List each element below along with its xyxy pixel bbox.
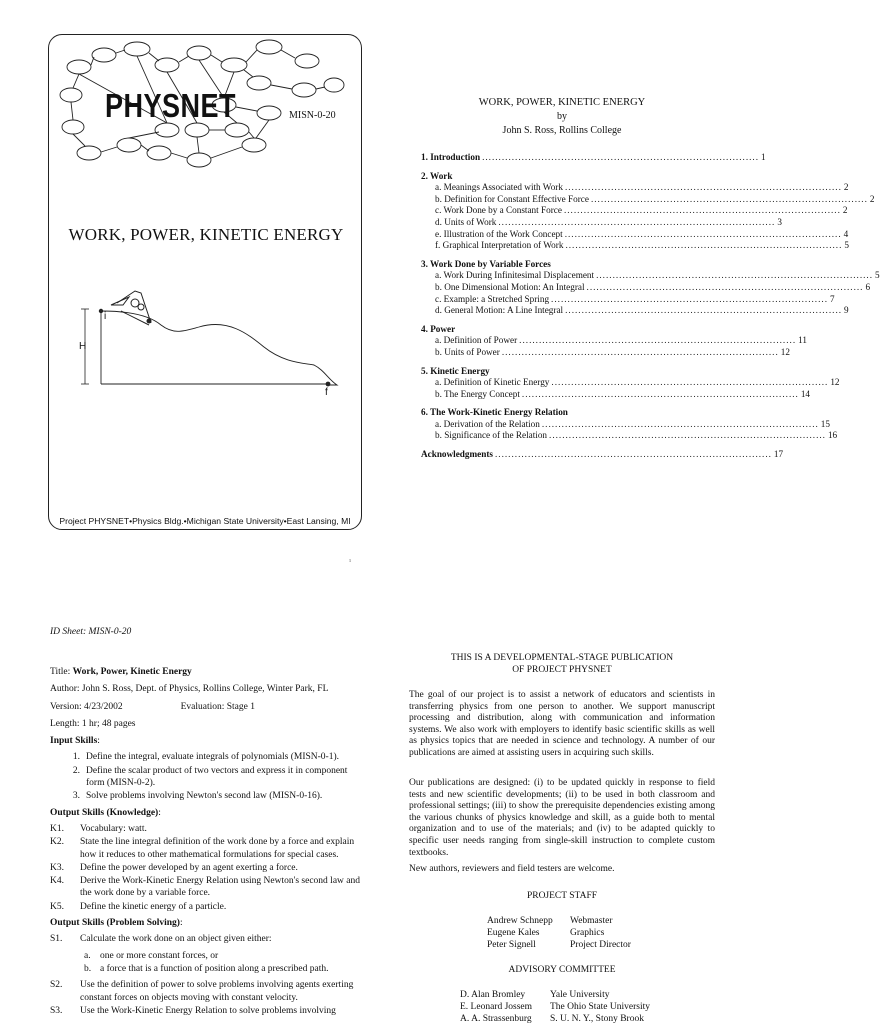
list-number: 1. bbox=[72, 752, 80, 763]
list-number: a. bbox=[84, 950, 91, 961]
toc-label: b. Definition for Constant Effective Force bbox=[435, 193, 589, 204]
person-name: Eugene Kales bbox=[487, 928, 540, 938]
person-role: S. U. N. Y., Stony Brook bbox=[550, 1014, 644, 1024]
list-item bbox=[50, 901, 360, 913]
toc-label: a. Meanings Associated with Work bbox=[435, 182, 563, 193]
toc-leader: .................................................................................... bbox=[541, 418, 819, 429]
id-evaluation: Evaluation: Stage 1 bbox=[180, 701, 255, 712]
input-skills-list bbox=[50, 751, 360, 802]
toc-page: 15 bbox=[820, 418, 830, 429]
hill-curve bbox=[101, 311, 337, 385]
list-text: Define the scalar product of two vectors and express it in component form (MISN-0-2). bbox=[86, 765, 348, 789]
person-name: A. A. Strassenburg bbox=[460, 1014, 532, 1024]
toc-entry-acknowledgments[interactable]: Acknowledgments .................................................................................... 17 bbox=[421, 449, 784, 460]
toc-page: 3 bbox=[777, 216, 782, 227]
toc-page: 12 bbox=[780, 346, 790, 357]
person-name: Peter Signell bbox=[487, 940, 536, 950]
toc-section bbox=[421, 258, 880, 317]
cover-card bbox=[48, 34, 362, 530]
toc-section bbox=[421, 152, 766, 164]
toc-page: 6 bbox=[865, 281, 871, 292]
toc-label: f. Graphical Interpretation of Work bbox=[435, 240, 564, 251]
label-i: i bbox=[104, 311, 107, 322]
goal-paragraph: The goal of our project is to assist a network of educators and scientists in transferring physics from one person to another. We support manuscript processing and distribution, along with communication and information systems. We also work with employers to identify basic scientific skills as well as physics topics that are needed in science and technology. A number of our publications are aimed at assisting users in acquiring such skills. bbox=[409, 690, 715, 758]
list-text: Define the kinetic energy of a particle. bbox=[80, 901, 227, 912]
toc-entry[interactable] bbox=[421, 182, 849, 194]
toc-section-heading[interactable]: 5. Kinetic Energy bbox=[421, 365, 490, 376]
list-text: Vocabulary: watt. bbox=[80, 823, 147, 834]
cover-footer: Project PHYSNET•Physics Bldg.•Michigan State University•East Lansing, MI bbox=[59, 516, 351, 526]
problem-skill-list bbox=[50, 933, 360, 945]
physnet-logo: PHYSNET bbox=[105, 87, 237, 125]
staff-row bbox=[487, 939, 631, 951]
toc-label: e. Illustration of the Work Concept bbox=[435, 228, 563, 239]
toc-entry[interactable] bbox=[421, 388, 811, 401]
table-of-contents bbox=[421, 152, 880, 461]
toc-entry[interactable] bbox=[421, 281, 871, 294]
toc-label: a. Derivation of the Relation bbox=[435, 418, 540, 429]
toc-label: c. Work Done by a Constant Force bbox=[435, 205, 562, 216]
id-title-label: Title: bbox=[50, 667, 71, 677]
toc-section bbox=[421, 323, 807, 359]
output-knowledge-list bbox=[50, 823, 360, 913]
toc-section-heading[interactable]: 2. Work bbox=[421, 170, 453, 181]
toc-leader: .................................................................................... bbox=[498, 216, 776, 227]
doc-by: by bbox=[557, 111, 567, 122]
id-length: Length: 1 hr; 48 pages bbox=[50, 718, 136, 729]
id-title-value: Work, Power, Kinetic Energy bbox=[72, 667, 192, 677]
dev-heading bbox=[410, 652, 714, 676]
toc-page: 2 bbox=[842, 205, 848, 216]
toc-leader: .................................................................................... bbox=[563, 205, 841, 216]
toc-leader: .................................................................................... bbox=[565, 240, 843, 251]
list-text: State the line integral definition of the work done by a force and explain how it reduces to other mathematical formulations for special cases. bbox=[80, 837, 355, 860]
toc-entry[interactable] bbox=[421, 418, 830, 431]
misn-code: MISN-0-20 bbox=[289, 110, 336, 121]
id-sheet-header: ID Sheet: MISN-0-20 bbox=[50, 627, 132, 637]
list-item bbox=[50, 790, 360, 802]
toc-entry[interactable] bbox=[421, 377, 840, 389]
person-role: Project Director bbox=[570, 940, 631, 950]
problem-sub-list bbox=[50, 950, 360, 976]
person-name: Andrew Schnepp bbox=[487, 916, 553, 926]
toc-entry[interactable] bbox=[421, 240, 849, 252]
problem-skill-list-2 bbox=[50, 979, 360, 1017]
staff-row bbox=[460, 989, 650, 1001]
toc-page: 1 bbox=[761, 152, 766, 162]
toc-label: Acknowledgments bbox=[421, 449, 493, 460]
toc-leader: .................................................................................... bbox=[564, 228, 842, 239]
toc-entry[interactable] bbox=[421, 216, 782, 229]
toc-label: d. General Motion: A Line Integral bbox=[435, 305, 564, 316]
staff-row bbox=[460, 1013, 650, 1025]
toc-page: 7 bbox=[829, 293, 835, 304]
toc-leader: .................................................................................... bbox=[551, 377, 829, 388]
toc-entry[interactable] bbox=[421, 305, 849, 317]
toc-page: 9 bbox=[844, 305, 849, 316]
toc-leader: .................................................................................... bbox=[564, 182, 842, 193]
toc-leader: .................................................................................... bbox=[586, 281, 864, 292]
toc-section bbox=[421, 407, 838, 442]
toc-page: 11 bbox=[798, 335, 807, 346]
list-text: a force that is a function of position along a prescribed path. bbox=[100, 963, 329, 974]
id-title-line bbox=[50, 666, 360, 678]
design-paragraph: Our publications are designed: (i) to be updated quickly in response to field tests and new scientific developments; (ii) to be used in both classroom and professional settings; (iii) to show the prerequisite dependencies existing among the various chunks of physics knowledge and skill, as a guide both to mental organization and to use of the materials; and (iv) to be adapted quickly to specific user needs ranging from single-skill instruction to complete custom textbooks. bbox=[409, 778, 715, 858]
toc-page: 5 bbox=[844, 240, 849, 251]
toc-page: 5 bbox=[875, 270, 880, 281]
toc-leader: .................................................................................... bbox=[596, 270, 874, 281]
label-f: f bbox=[325, 387, 328, 398]
toc-entry[interactable] bbox=[421, 193, 875, 206]
toc-label: b. One Dimensional Motion: An Integral bbox=[435, 281, 585, 292]
person-role: Webmaster bbox=[570, 916, 613, 926]
advisory-heading: ADVISORY COMMITTEE bbox=[508, 965, 616, 975]
list-item bbox=[50, 875, 360, 900]
list-number: K4. bbox=[50, 876, 64, 887]
toc-section bbox=[421, 170, 875, 252]
person-name: D. Alan Bromley bbox=[460, 990, 526, 1000]
welcome-paragraph: New authors, reviewers and field testers are welcome. bbox=[409, 864, 615, 874]
toc-label: d. Units of Work bbox=[435, 216, 497, 227]
dev-heading-line-2: OF PROJECT PHYSNET bbox=[512, 665, 612, 675]
list-text: Define the power developed by an agent exerting a force. bbox=[80, 862, 298, 873]
toc-page: 16 bbox=[827, 430, 838, 441]
toc-entry[interactable] bbox=[421, 205, 848, 217]
id-version: Version: 4/23/2002 bbox=[50, 701, 123, 712]
output-knowledge-heading: Output Skills (Knowledge): bbox=[50, 807, 161, 818]
list-item bbox=[50, 823, 360, 835]
point-i bbox=[99, 309, 103, 313]
toc-section-heading[interactable]: 6. The Work-Kinetic Energy Relation bbox=[421, 407, 568, 418]
staff-row bbox=[460, 1001, 650, 1013]
person-role: Yale University bbox=[550, 990, 610, 1000]
toc-entry-introduction[interactable]: 1. Introduction .................................................................................... 1 bbox=[421, 152, 766, 162]
list-number: 3. bbox=[72, 791, 80, 802]
toc-leader: .................................................................................... bbox=[501, 346, 779, 357]
doc-author: John S. Ross, Rollins College bbox=[502, 125, 622, 136]
point-f bbox=[326, 382, 331, 387]
person-role: Graphics bbox=[570, 928, 605, 938]
output-problem-heading: Output Skills (Problem Solving): bbox=[50, 918, 183, 929]
toc-page: 4 bbox=[843, 228, 849, 239]
list-item bbox=[50, 751, 360, 763]
list-text: one or more constant forces, or bbox=[100, 950, 219, 961]
staff-heading: PROJECT STAFF bbox=[526, 891, 598, 901]
toc-entry[interactable] bbox=[421, 293, 835, 306]
toc-leader: .................................................................................... bbox=[519, 335, 797, 346]
list-item bbox=[50, 862, 360, 874]
toc-leader: .................................................................................... bbox=[551, 293, 828, 304]
list-number: K5. bbox=[50, 901, 64, 912]
cover-title: WORK, POWER, KINETIC ENERGY bbox=[68, 225, 344, 244]
toc-leader: .................................................................................... bbox=[590, 193, 868, 204]
skier-figure bbox=[111, 291, 151, 325]
page-number: 1 bbox=[349, 558, 351, 563]
toc-label: c. Example: a Stretched Spring bbox=[435, 293, 550, 304]
list-item: S1. Calculate the work done on an object given either: bbox=[50, 934, 272, 945]
toc-entry[interactable] bbox=[421, 228, 849, 241]
toc-label: a. Definition of Kinetic Energy bbox=[435, 377, 550, 388]
id-author: Author: John S. Ross, Dept. of Physics, Rollins College, Winter Park, FL bbox=[50, 684, 329, 695]
toc-leader: .................................................................................... bbox=[521, 388, 799, 399]
person-name: E. Leonard Jossem bbox=[460, 1002, 533, 1012]
toc-leader: .................................................................................... bbox=[565, 305, 843, 316]
doc-title: WORK, POWER, KINETIC ENERGY bbox=[478, 97, 646, 108]
list-number: K1. bbox=[50, 823, 64, 834]
toc-label: a. Work During Infinitesimal Displacement bbox=[435, 270, 595, 281]
input-skills-heading: Input Skills: bbox=[50, 736, 100, 747]
id-version-line bbox=[50, 701, 360, 713]
toc-page: 14 bbox=[800, 388, 811, 399]
list-item bbox=[84, 963, 360, 975]
label-h: H bbox=[79, 341, 87, 352]
list-text: Derive the Work-Kinetic Energy Relation using Newton's second law and the work done by a variable force. bbox=[80, 876, 360, 899]
advisory-list bbox=[460, 989, 650, 1025]
toc-section-heading[interactable]: 3. Work Done by Variable Forces bbox=[421, 258, 551, 269]
toc-page: 17 bbox=[773, 449, 784, 460]
list-text: Solve problems involving Newton's second law (MISN-0-16). bbox=[86, 791, 323, 802]
staff-row bbox=[487, 915, 631, 927]
toc-entry[interactable] bbox=[421, 270, 880, 282]
list-text: Define the integral, evaluate integrals of polynomials (MISN-0-1). bbox=[86, 752, 339, 763]
list-item bbox=[50, 765, 360, 790]
toc-section-heading[interactable]: 4. Power bbox=[421, 323, 456, 334]
list-number: K2. bbox=[50, 837, 64, 848]
toc-page: 12 bbox=[830, 377, 840, 388]
toc-label: b. Significance of the Relation bbox=[435, 430, 548, 441]
id-sheet bbox=[50, 666, 360, 1021]
list-item: S3. Use the Work-Kinetic Energy Relation to solve problems involving bbox=[50, 1005, 336, 1016]
list-item bbox=[50, 836, 360, 861]
list-number: K3. bbox=[50, 862, 64, 873]
toc-label: 1. Introduction bbox=[421, 152, 481, 162]
list-item bbox=[84, 950, 360, 962]
toc-leader: .................................................................................... bbox=[549, 430, 826, 441]
toc-page: 2 bbox=[843, 182, 849, 193]
list-item: S2. Use the definition of power to solve problems involving agents exerting constant forces on objects moving with constant velocity. bbox=[50, 980, 354, 1003]
toc-section bbox=[421, 365, 840, 401]
toc-entry[interactable] bbox=[421, 430, 838, 442]
toc-label: b. Units of Power bbox=[435, 346, 500, 357]
list-number: 2. bbox=[72, 765, 80, 776]
toc-label: b. The Energy Concept bbox=[435, 388, 520, 399]
toc-page: 2 bbox=[869, 193, 875, 204]
staff-list bbox=[487, 915, 631, 951]
toc-entry[interactable] bbox=[421, 346, 790, 359]
staff-row bbox=[487, 927, 631, 939]
toc-entry[interactable] bbox=[421, 335, 807, 347]
dev-heading-line-1: THIS IS A DEVELOPMENTAL-STAGE PUBLICATION bbox=[450, 653, 674, 663]
person-role: The Ohio State University bbox=[550, 1002, 650, 1012]
list-number: b. bbox=[84, 963, 92, 974]
toc-label: a. Definition of Power bbox=[435, 335, 518, 346]
